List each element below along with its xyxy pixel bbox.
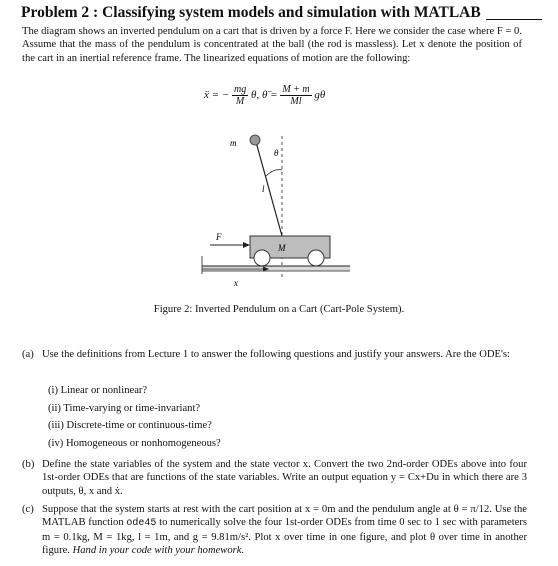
question-a-item-iv: (iv) Homogeneous or nonhomogeneous? bbox=[48, 437, 221, 449]
handin-note: Hand in your code with your homework. bbox=[72, 544, 245, 556]
cart-mass-label: M bbox=[278, 243, 286, 253]
cart-equation-lhs: ẍ = − bbox=[204, 89, 230, 102]
question-a-item-iii: (iii) Discrete-time or continuous-time? bbox=[48, 420, 212, 431]
question-a-item-ii: (ii) Time-varying or time-invariant? bbox=[48, 402, 201, 414]
force-label: F bbox=[216, 232, 222, 242]
cart-equation-rhs: θ, bbox=[250, 89, 260, 102]
pendulum-equation-lhs: θ̈ = bbox=[262, 89, 278, 102]
pendulum-ball bbox=[250, 135, 260, 145]
ode45-function-name: ode45 bbox=[126, 518, 157, 530]
pendulum-equation-denominator: Ml bbox=[290, 96, 302, 107]
cart-equation-numerator: mg bbox=[233, 84, 247, 95]
pendulum-equation-numerator: M + m bbox=[282, 84, 310, 95]
figure-caption: Figure 2: Inverted Pendulum on a Cart (Cart-Pole System). bbox=[153, 304, 405, 315]
question-a-label: (a) bbox=[22, 349, 34, 360]
equations-of-motion bbox=[0, 80, 558, 112]
problem-title: Problem 2 : Classifying system models and simulation with MATLAB bbox=[21, 4, 481, 21]
theta-arc bbox=[266, 170, 282, 176]
question-a-text: Use the definitions from Lecture 1 to answer the following questions and justify your answers. Are the ODE's: bbox=[42, 349, 510, 360]
question-a-items bbox=[48, 384, 221, 454]
question-b-text: Define the state variables of the system and the state vector x. Convert the two 2nd-order ODEs above into four 1st-order ODEs that are functions of the state variables. Write an output equation y = Cx+Du in which there are 3 outputs, θ, x and ẋ. bbox=[42, 459, 527, 497]
cart-equation-denominator: M bbox=[235, 96, 245, 107]
question-c-body bbox=[42, 503, 527, 557]
question-a-item-i: (i) Linear or nonlinear? bbox=[48, 385, 148, 396]
question-b bbox=[22, 458, 527, 498]
question-c-label: (c) bbox=[22, 504, 34, 515]
force-arrowhead bbox=[243, 242, 250, 248]
mass-m-label: m bbox=[230, 138, 237, 148]
pendulum-equation bbox=[262, 84, 325, 107]
question-c-text-1: Suppose that the system starts at rest with the cart position at x = 0m and the pendulum angle at θ = π/12. Use the MATLAB function bbox=[42, 504, 527, 529]
cart-equation bbox=[204, 84, 259, 107]
position-x-label: x bbox=[234, 278, 238, 288]
question-c bbox=[22, 503, 527, 557]
question-a bbox=[22, 348, 527, 449]
cart-equation-fraction bbox=[232, 84, 248, 107]
pendulum-equation-fraction bbox=[280, 84, 311, 107]
left-wheel bbox=[254, 250, 270, 266]
question-b-label: (b) bbox=[22, 459, 35, 470]
pendulum-equation-rhs: gθ bbox=[314, 89, 326, 102]
length-l-label: l bbox=[262, 184, 265, 194]
problem-intro: The diagram shows an inverted pendulum on a cart that is driven by a force F. Here we consider the case where F = 0. Assume that the mass of the pendulum is concentrated at the ball (the rod is massless). Let x denote the position of the cart in an inertial reference frame. The linearized equations of motion are the following: bbox=[22, 26, 522, 64]
problem-header bbox=[21, 4, 541, 24]
ground-surface bbox=[202, 266, 350, 271]
right-wheel bbox=[308, 250, 324, 266]
question-c-text-2: to numerically solve the four 1st-order ODEs from time 0 sec to 1 sec with parameters m = 0.1kg, M = 1kg, l = 1m, and g = 9.81m/s². Plot x over time in one figure, and plot θ over time in another figure. bbox=[42, 517, 528, 556]
theta-label: θ bbox=[274, 148, 279, 158]
cart-pole-diagram bbox=[170, 128, 350, 298]
title-rule bbox=[486, 19, 542, 20]
